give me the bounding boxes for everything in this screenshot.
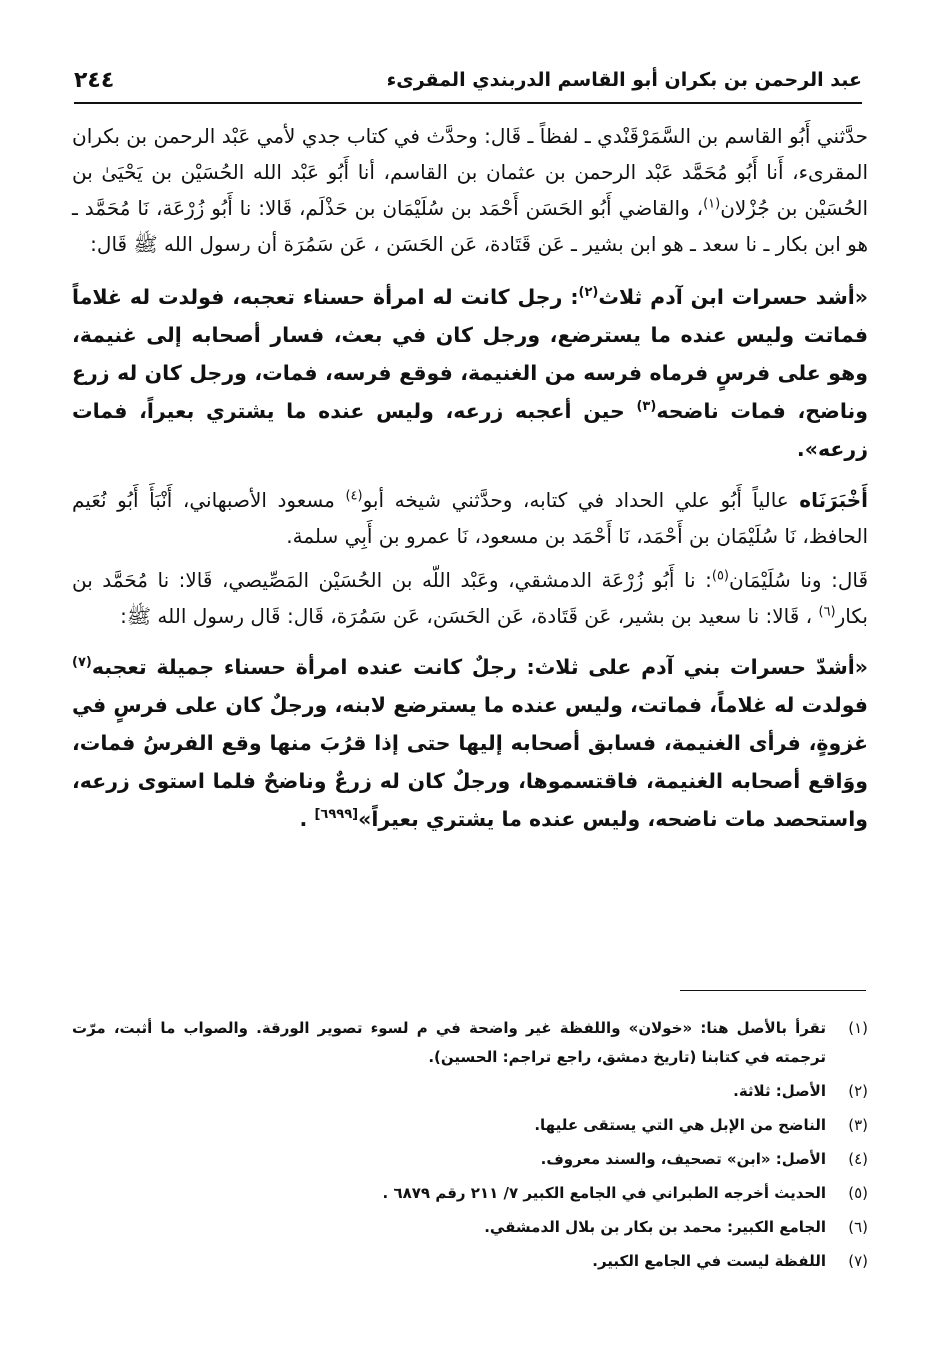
footnote-number: (١) [848,1019,868,1037]
footnote-number: (٥) [848,1184,868,1202]
footnote-item [72,1077,868,1106]
hadith-text-end: . [299,807,315,831]
footnotes [72,1014,868,1281]
footnote-text: الأصل: «ابن» تصحيف، والسند معروف. [540,1150,826,1168]
footnote-text: تقرأ بالأصل هنا: «خولان» واللفظة غير واضحة في م لسوء تصوير الورقة. والصواب ما أثبت، مرّت ترجمته في كتابنا (تاريخ دمشق، راجع تراجم: الحسين). [72,1019,826,1066]
footnote-item [72,1145,868,1174]
footnote-text: الناضح من الإبل هي التي يستقى عليها. [534,1116,826,1134]
isnad-text: حدَّثني أَبُو القاسم بن السَّمَرْقَنْدي ـ لفظاً ـ قَال: وحدَّث في كتاب جدي لأمي عَبْد الرحمن بن بكران المقرىء، أَنا أَبُو مُحَمَّد عَبْد الرحمن بن عثمان بن القاسم، أنا أَبُو عَبْد الله الحُسَيْن بن يَحْيَىٰ بن الحُسَيْن بن جُزْلان [72,124,869,220]
footnote-text: الحديث أخرجه الطبراني في الجامع الكبير ٧/ ٢١١ رقم ٦٨٧٩ . [382,1184,826,1202]
footnote-item [72,1247,868,1276]
footnote-number: (٢) [848,1082,868,1100]
footnote-number: (٣) [848,1116,868,1134]
footnote-ref-2: (٢) [578,285,599,301]
isnad-paragraph-2 [72,482,868,554]
isnad-text-end: ، قَالا: نا سعيد بن بشير، عَن قَتَادة، عَن الحَسَن، عَن سَمُرَة، قَال: قَال رسول الله ﷺ: [120,604,819,628]
footnote-number: (٦) [848,1218,868,1236]
hadith-text-cont: فولدت له غلاماً، فماتت، وليس عنده ما يسترضع لابنه، ورجلٌ كان على فرسٍ في غزوةٍ، فرأى الغنيمة، فسابق أصحابه إليها حتى إذا قرُبَ منها وقع الفرسُ فمات، ووَاقع أصحابه الغنيمة، فاقتسموها، ورجلٌ كان له زرعٌ وناضحٌ فلما استوى زرعه، واستحصد مات ناضحه، وليس عنده ما يشتري بعيراً» [72,693,868,831]
hadith-paragraph-1 [72,278,868,468]
footnote-item [72,1111,868,1140]
isnad-text-cont: ، والقاضي أَبُو الحَسَن أَحْمَد بن سُلَيْمَان بن حَذْلَم، قَالا: نا أَبُو زُرْعَة، نَا مُحَمَّد ـ هو ابن بكار ـ نا سعد ـ هو ابن بشير ـ عَن قَتَادة، عَن الحَسَن ، عَن سَمُرَة أن رسول الله ﷺ قَال: [72,196,868,256]
main-text [72,118,868,838]
hadith-number: [٦٩٩٩] [314,807,359,823]
running-title: عبد الرحمن بن بكران أبو القاسم الدربندي المقرىء [386,69,862,91]
hadith-text-cont: : رجل كانت له امرأة حسناء تعجبه، فولدت له غلاماً فماتت وليس عنده ما يسترضع، ورجل كان في بعث، فسار أصحابه إلى غنيمة، وهو على فرسٍ فرماه فرسه من الغنيمة، فوقع فرسه، فمات، ورجل كان له زرع وناضح، فمات ناضحه [72,285,868,423]
footnote-ref-5: (٥) [711,568,729,584]
footnote-divider [680,990,866,991]
hadith-paragraph-2 [72,648,868,838]
footnote-text: اللفظة ليست في الجامع الكبير. [592,1252,826,1270]
footnote-item [72,1014,868,1072]
footnote-item [72,1179,868,1208]
footnote-ref-7: (٧) [72,655,92,671]
isnad-text-cont: : نا أَبُو زُرْعَة الدمشقي، وعَبْد اللّه بن الحُسَيْن المَصِّيصي، قَالا: نا مُحَمَّد بن بكار [72,568,868,628]
footnote-item [72,1213,868,1242]
paragraph-lead-word: أَخْبَرَنَاه [799,488,868,512]
hadith-text: «أشدّ حسرات بني آدم على ثلاث: رجلٌ كانت عنده امرأة حسناء جميلة تعجبه [91,655,868,679]
hadith-text-end: حين أعجبه زرعه، وليس عنده ما يشتري بعيراً، فمات زرعه». [72,399,868,461]
page-number: ٢٤٤ [74,67,115,93]
footnote-ref-3: (٣) [636,399,657,415]
isnad-text: عالياً أَبُو علي الحداد في كتابه، وحدَّثني شيخه أبو [362,488,800,512]
page-header [74,58,862,104]
isnad-text: قَال: ونا سُلَيْمَان [729,568,869,592]
footnote-number: (٤) [848,1150,868,1168]
isnad-text-cont: مسعود الأصبهاني، أَنْبَأَ أَبُو نُعَيم الحافظ، نَا سُلَيْمَان بن أَحْمَد، نَا أَحْمَد بن مسعود، نَا عمرو بن أَبِي سلمة. [72,488,868,548]
footnote-number: (٧) [848,1252,868,1270]
footnote-ref-4: (٤) [345,488,363,504]
isnad-paragraph-1 [72,118,868,262]
footnote-text: الجامع الكبير: محمد بن بكار بن بلال الدمشقي. [484,1218,826,1236]
footnote-ref-1: (١) [703,196,721,212]
footnote-ref-6: (٦) [818,604,836,620]
footnote-text: الأصل: ثلاثة. [733,1082,826,1100]
hadith-text: «أشد حسرات ابن آدم ثلاث [598,285,868,309]
isnad-paragraph-3 [72,562,868,634]
